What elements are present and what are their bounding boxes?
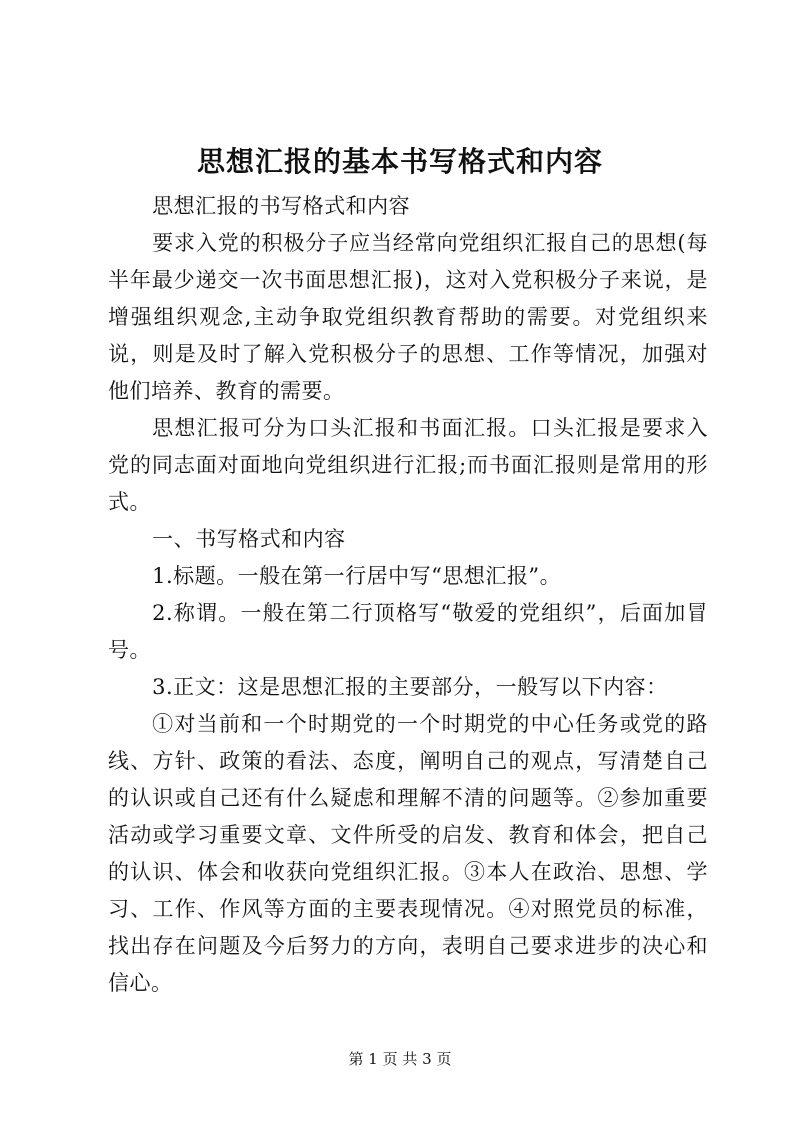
- list-item-body: 3.正文：这是思想汇报的主要部分，一般写以下内容：: [152, 675, 668, 699]
- paragraph-subtitle: 思想汇报的书写格式和内容: [152, 194, 411, 218]
- section-heading-format: 一、书写格式和内容: [152, 527, 346, 551]
- list-item-title: 1.标题。一般在第一行居中写“思想汇报”。: [152, 564, 562, 588]
- document-body: [108, 188, 708, 1002]
- paragraph-body-content: ①对当前和一个时期党的一个时期党的中心任务或党的路线、方针、政策的看法、态度，阐明自己的观点，写清楚自己的认识或自己还有什么疑虑和理解不清的问题等。②参加重要活动或学习重要文章、文件所受的启发、教育和体会，把自己的认识、体会和收获向党组织汇报。③本人在政治、思想、学习、工作、作风等方面的主要表现情况。④对照党员的标准，找出存在问题及今后努力的方向，表明自己要求进步的决心和信心。: [108, 712, 708, 995]
- page-number-footer: 第 1 页 共 3 页: [348, 1050, 452, 1068]
- list-item-salutation: 2.称谓。一般在第二行顶格写“敬爱的党组织”，后面加冒号。: [108, 601, 708, 662]
- document-title: 思想汇报的基本书写格式和内容: [196, 145, 603, 178]
- paragraph-report-types: 思想汇报可分为口头汇报和书面汇报。口头汇报是要求入党的同志面对面地向党组织进行汇报;而书面汇报则是常用的形式。: [108, 416, 708, 514]
- paragraph-intro: 要求入党的积极分子应当经常向党组织汇报自己的思想(每半年最少递交一次书面思想汇报)，这对入党积极分子来说，是增强组织观念,主动争取党组织教育帮助的需要。对党组织来说，则是及时了解入党积极分子的思想、工作等情况，加强对他们培养、教育的需要。: [108, 231, 708, 403]
